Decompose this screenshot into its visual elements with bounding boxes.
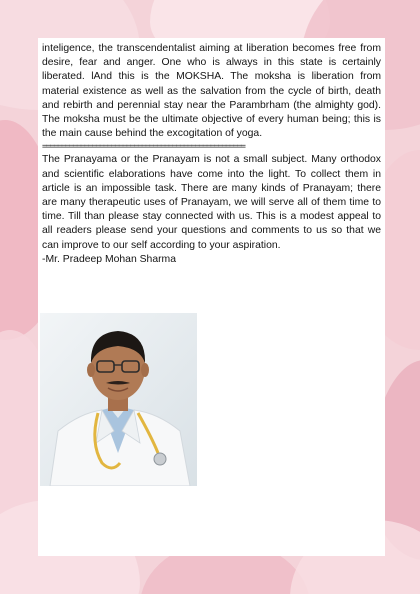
paragraph-pranayama: The Pranayama or the Pranayam is not a small subject. Many orthodox and scientific elaborations have come into the light. To collect them in article is an impossible task. There are many kinds of Pranayam; there are many therapeutic uses of Pranayam, we will serve all of them time to time. Till than please stay connected with us. This is a modest appeal to all readers please send your questions and comments to us so that we can improve to our self according to your aspiration. xyxy=(42,154,381,251)
paragraph-moksha: inteligence, the transcendentalist aiming at liberation becomes free from desire, fear and anger. One who is always in this state is certainly liberated. lAnd this is the MOKSHA. The moksha is liberation from material existence as well as the salvation from the cycle of birth, death and rebirth and perennial stay near the Parambrham (the almighty god). The moksha must be the ultimate objective of every human being; this is the main cause behind the excogitation of yoga. xyxy=(42,43,381,140)
author-photo xyxy=(40,313,197,486)
separator-line: ===================================================== xyxy=(42,142,245,153)
author-signature: -Mr. Pradeep Mohan Sharma xyxy=(42,253,176,265)
